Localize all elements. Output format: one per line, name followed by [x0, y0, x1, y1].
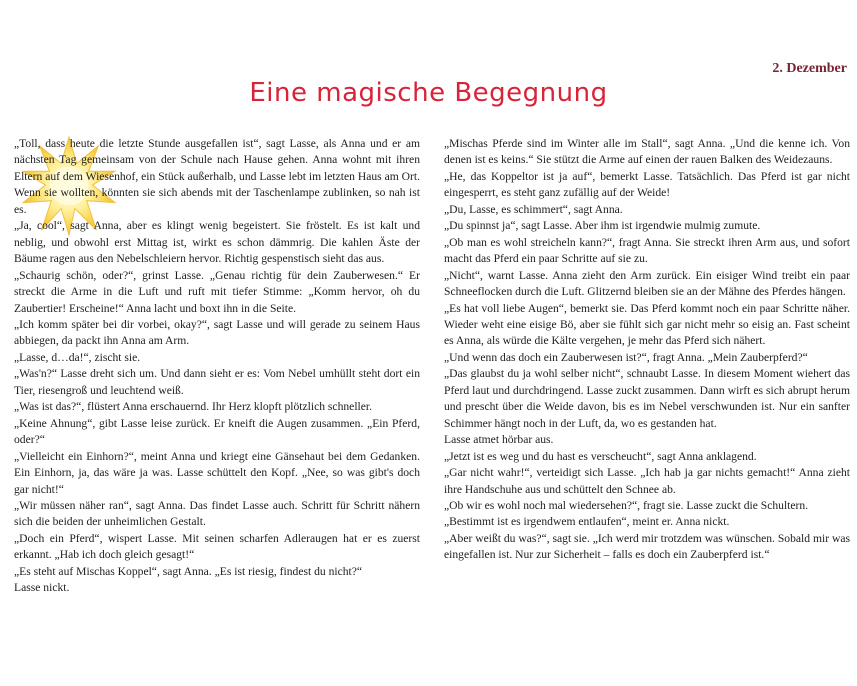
paragraph: „Wir müssen näher ran“, sagt Anna. Das findet Lasse auch. Schritt für Schritt nähern sich die beiden der unheimlichen Gestalt. — [14, 498, 420, 529]
paragraph: „Doch ein Pferd“, wispert Lasse. Mit seinen scharfen Adleraugen hat er es zuerst erkannt. „Hab ich doch gleich gesagt!“ — [14, 531, 420, 562]
paragraph: „Vielleicht ein Einhorn?“, meint Anna und kriegt eine Gänsehaut bei dem Gedanken. Ein Einhorn, ja, das wäre ja was. Lasse schüttelt den Kopf. „Nee, so was gibt's doch gar nicht!“ — [14, 449, 420, 496]
paragraph: „Schaurig schön, oder?“, grinst Lasse. „Genau richtig für dein Zauberwesen.“ Er streckt die Arme in die Luft und ruft mit tiefer Stimme: „Komm hervor, oh du Zaubertier! Erscheine!“ Anna lacht und boxt ihn in die Seite. — [14, 268, 420, 315]
paragraph: „Was ist das?“, flüstert Anna erschauernd. Ihr Herz klopft plötzlich schneller. — [14, 400, 373, 414]
paragraph: „Es hat voll liebe Augen“, bemerkt sie. Das Pferd kommt noch ein paar Schritte näher. Wieder weht eine eisige Bö, aber sie fühlt sich gar nicht mehr so eisig an. Fast scheint es Anna, als würde die Kälte vergehen, je mehr das Pferd sich nähert. — [444, 301, 850, 348]
paragraph: „Jetzt ist es weg und du hast es verscheucht“, sagt Anna anklagend. — [444, 449, 757, 463]
left-column — [14, 136, 420, 597]
paragraph: „Du spinnst ja“, sagt Lasse. Aber ihm ist irgendwie mulmig zumute. — [444, 219, 761, 233]
paragraph: „Lasse, d…da!“, zischt sie. — [14, 350, 141, 364]
paragraph: „Ich komm später bei dir vorbei, okay?“, sagt Lasse und will gerade zu seinem Haus abbiegen, da packt ihn Anna am Arm. — [14, 317, 420, 348]
paragraph: „Ob man es wohl streicheln kann?“, fragt Anna. Sie streckt ihren Arm aus, und sofort macht das Pferd ein paar Schritte auf sie zu. — [444, 235, 850, 266]
paragraph: „Was'n?“ Lasse dreht sich um. Und dann sieht er es: Vom Nebel umhüllt steht dort ein Tier, riesengroß und leuchtend weiß. — [14, 367, 420, 397]
paragraph: „Aber weißt du was?“, sagt sie. „Ich werd mir trotzdem was wünschen. Sobald mir was eingefallen ist. Nur zur Sicherheit – falls es doch ein Zauberpferd ist.“ — [444, 531, 850, 562]
paragraph: „Gar nicht wahr!“, verteidigt sich Lasse. „Ich hab ja gar nichts gemacht!“ Anna zieht ihre Handschuhe aus und schüttelt den Schnee ab. — [444, 466, 850, 496]
paragraph: „Keine Ahnung“, gibt Lasse leise zurück. Er kneift die Augen zusammen. „Ein Pferd, oder?“ — [14, 416, 420, 447]
paragraph: Lasse atmet hörbar aus. — [444, 433, 554, 447]
paragraph: Lasse nickt. — [14, 581, 70, 595]
paragraph: „Ja, cool“, sagt Anna, aber es klingt wenig begeistert. Sie fröstelt. Es ist kalt und neblig, und obwohl erst Mittag ist, wirkt es schon dämmrig. Die kahlen Äste der Bäume ragen aus den Nebelschleiern hervor. Richtig gespenstisch sieht das aus. — [14, 219, 420, 266]
paragraph: „Nicht“, warnt Lasse. Anna zieht den Arm zurück. Ein eisiger Wind treibt ein paar Schneeflocken durch die Luft. Glitzernd bleiben sie an der Mähne des Pferdes hängen. — [444, 268, 850, 299]
paragraph: „Bestimmt ist es irgendwem entlaufen“, meint er. Anna nickt. — [444, 515, 730, 529]
paragraph: „Und wenn das doch ein Zauberwesen ist?“, fragt Anna. „Mein Zauberpferd?“ — [444, 350, 808, 364]
paragraph: „Toll, dass heute die letzte Stunde ausgefallen ist“, sagt Lasse, als Anna und er am nächsten Tag gemeinsam von der Schule nach Hause gehen. Anna wohnt mit ihren Eltern auf dem Wiesenhof, ein Stück außerhalb, und Lasse lebt im letzten Haus am Ort. Wenn sie wollten, könnten sie sich abends mit der Taschenlampe zublinken, so nah ist es. — [14, 137, 420, 216]
paragraph: „Das glaubst du ja wohl selber nicht“, schnaubt Lasse. In diesem Moment wiehert das Pferd laut und durchdringend. Lasse zuckt zusammen. Dann wirft es sich abrupt herum und prescht über die Weide davon, bis es im Nebel verschwunden ist. Nur ein sanfter Schimmer hängt noch in der Luft, da, wo es gestanden hat. — [444, 367, 850, 430]
paragraph: „Ob wir es wohl noch mal wiedersehen?“, fragt sie. Lasse zuckt die Schultern. — [444, 498, 809, 512]
date-label: 2. Dezember — [772, 61, 847, 76]
paragraph: „Mischas Pferde sind im Winter alle im Stall“, sagt Anna. „Und die kenne ich. Von denen ist es keins.“ Sie stützt die Arme auf einen der rauen Balken des Weidezauns. — [444, 137, 850, 167]
paragraph: „Du, Lasse, es schimmert“, sagt Anna. — [444, 202, 623, 216]
right-column — [444, 136, 850, 564]
page-title: Eine magische Begegnung — [249, 78, 608, 108]
paragraph: „He, das Koppeltor ist ja auf“, bemerkt Lasse. Tatsächlich. Das Pferd ist gar nicht eingesperrt, es steht ganz zufällig auf der Weide! — [444, 169, 850, 200]
paragraph: „Es steht auf Mischas Koppel“, sagt Anna. „Es ist riesig, findest du nicht?“ — [14, 564, 363, 578]
